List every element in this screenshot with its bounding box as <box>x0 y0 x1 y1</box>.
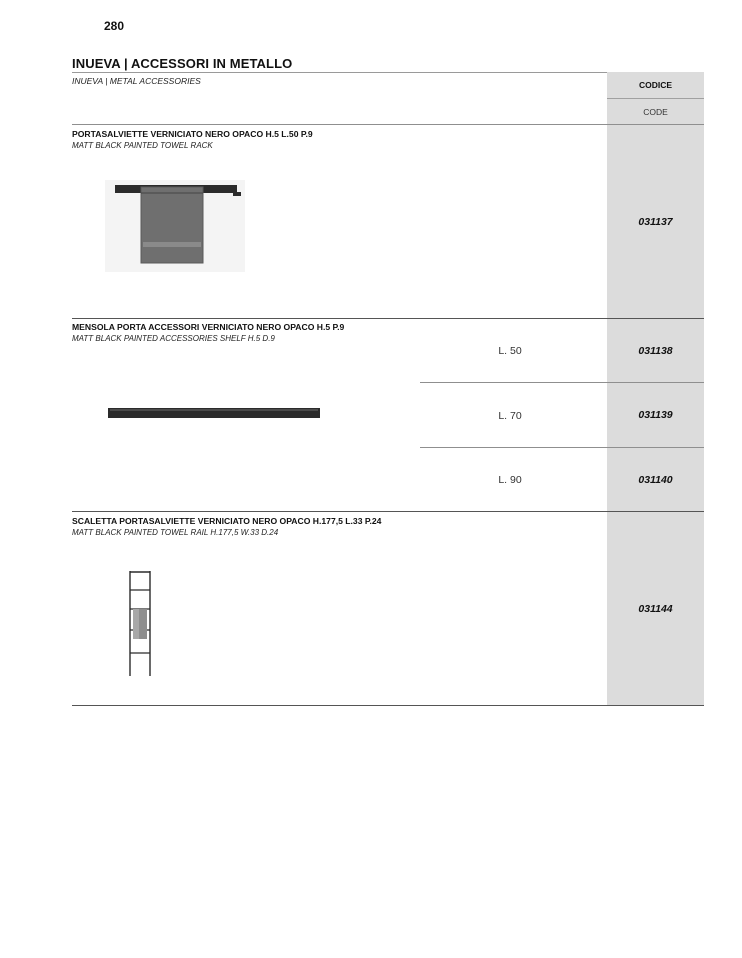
page-subtitle: INUEVA | METAL ACCESSORIES <box>72 76 201 86</box>
product-code: 031139 <box>638 409 673 421</box>
product-subtitle: MATT BLACK PAINTED ACCESSORIES SHELF H.5 D.9 <box>72 334 275 343</box>
product-code: 031138 <box>638 345 673 357</box>
product-subtitle: MATT BLACK PAINTED TOWEL RAIL H.177,5 W.33 D.24 <box>72 528 279 537</box>
variant-size: L. 70 <box>498 410 522 422</box>
page-number: 280 <box>104 19 125 33</box>
page-title: INUEVA | ACCESSORI IN METALLO <box>72 56 293 71</box>
variant-divider <box>420 382 704 383</box>
towel-rack-product-image <box>105 180 245 272</box>
code-column-header: CODICE <box>638 80 673 90</box>
variant-divider <box>420 447 704 448</box>
code-header-divider <box>607 98 704 99</box>
code-column-header-en: CODE <box>643 107 668 117</box>
product-code: 031140 <box>638 474 673 486</box>
towel-ladder-product-image <box>126 568 156 678</box>
product-subtitle: MATT BLACK PAINTED TOWEL RACK <box>72 141 213 150</box>
accessories-shelf-product-image <box>105 404 323 422</box>
section-divider <box>72 318 704 319</box>
product-code: 031137 <box>638 216 673 228</box>
section-divider <box>72 705 704 706</box>
section-divider <box>72 511 704 512</box>
product-title: PORTASALVIETTE VERNICIATO NERO OPACO H.5 L.50 P.9 <box>72 129 313 139</box>
section-divider <box>72 124 704 125</box>
variant-size: L. 90 <box>498 474 522 486</box>
product-title: MENSOLA PORTA ACCESSORI VERNICIATO NERO OPACO H.5 P.9 <box>72 322 345 332</box>
product-title: SCALETTA PORTASALVIETTE VERNICIATO NERO OPACO H.177,5 L.33 P.24 <box>72 516 382 526</box>
variant-size: L. 50 <box>498 345 522 357</box>
product-code: 031144 <box>638 603 673 615</box>
